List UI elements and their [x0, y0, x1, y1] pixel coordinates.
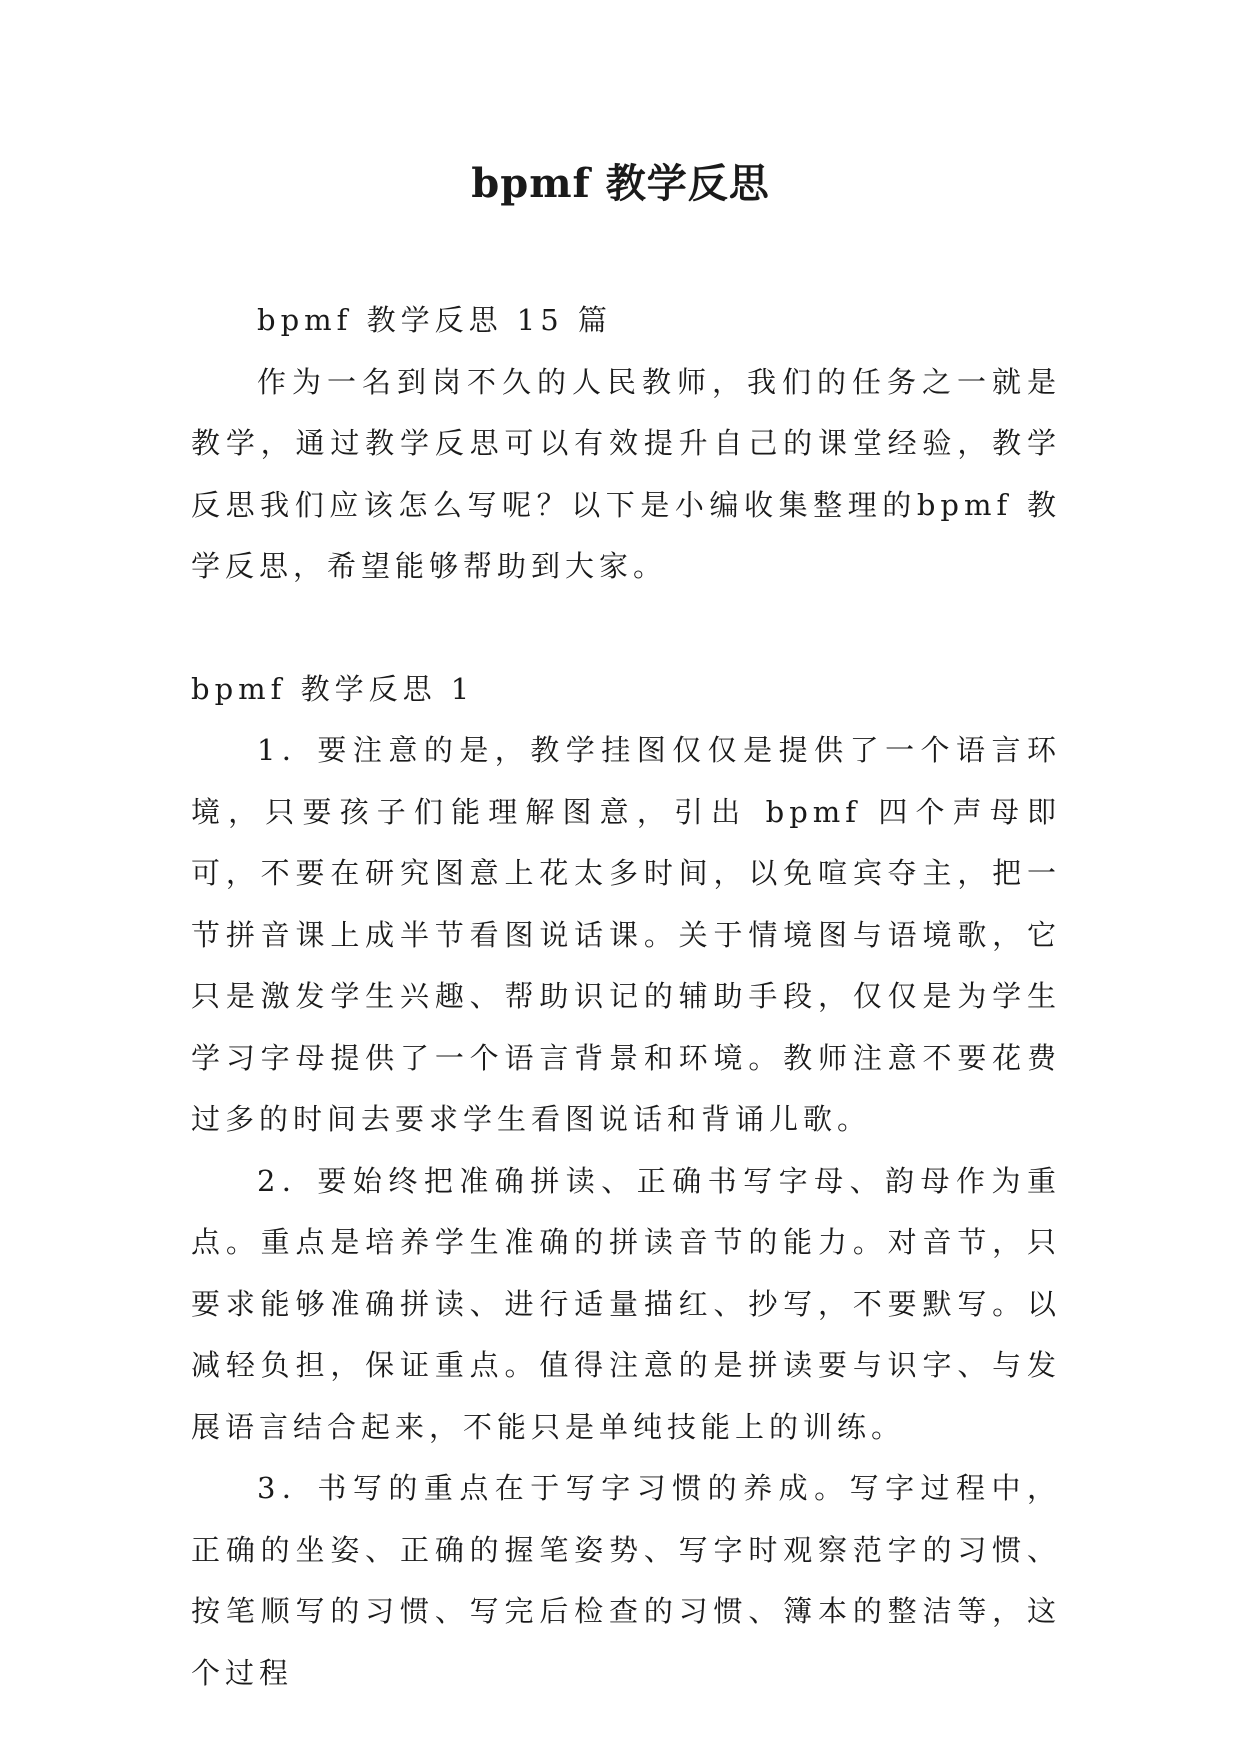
body-paragraph-2: 2．要始终把准确拼读、正确书写字母、韵母作为重点。重点是培养学生准确的拼读音节的能力。对音节，只要求能够准确拼读、进行适量描红、抄写，不要默写。以减轻负担，保证重点。值得注意的是拼读要与识字、与发展语言结合起来，不能只是单纯技能上的训练。: [191, 1163, 1061, 1444]
section-heading: bpmf 教学反思 1: [191, 671, 475, 706]
document-subtitle: bpmf 教学反思 15 篇: [257, 303, 612, 337]
intro-paragraph: 作为一名到岗不久的人民教师，我们的任务之一就是教学，通过教学反思可以有效提升自己的课堂经验，教学反思我们应该怎么写呢？以下是小编收集整理的bpmf 教学反思，希望能够帮助到大家。: [191, 364, 1061, 583]
document-title: bpmf 教学反思: [471, 160, 770, 207]
document-body: [191, 290, 1061, 1704]
body-paragraph-1: 1．要注意的是，教学挂图仅仅是提供了一个语言环境，只要孩子们能理解图意，引出 bpmf 四个声母即可，不要在研究图意上花太多时间，以免喧宾夺主，把一节拼音课上成半节看图说话课。关于情境图与语境歌，它只是激发学生兴趣、帮助识记的辅助手段，仅仅是为学生学习字母提供了一个语言背景和环境。教师注意不要花费过多的时间去要求学生看图说话和背诵儿歌。: [191, 733, 1061, 1136]
body-paragraph-3: 3．书写的重点在于写字习惯的养成。写字过程中，正确的坐姿、正确的握笔姿势、写字时观察范字的习惯、按笔顺写的习惯、写完后检查的习惯、簿本的整洁等，这个过程: [191, 1471, 1061, 1690]
